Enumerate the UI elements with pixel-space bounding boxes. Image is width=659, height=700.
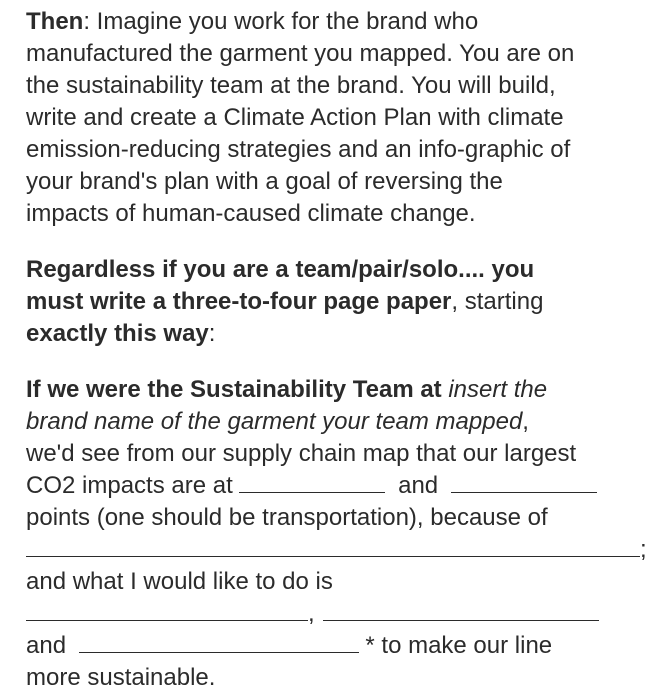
blank-impact-1 <box>239 470 385 493</box>
para2-line-1 <box>26 254 534 286</box>
para1-line-4: write and create a Climate Action Plan with climate <box>26 104 564 131</box>
para1-line-3: the sustainability team at the brand. You will build, <box>26 72 556 99</box>
text: insert the <box>448 376 548 403</box>
blank-action-2 <box>323 598 599 621</box>
para3-line-9 <box>26 630 552 662</box>
text: exactly this way <box>26 320 209 347</box>
text: , starting <box>451 288 544 315</box>
blank-action-3 <box>79 630 359 653</box>
para3-line-3: we'd see from our supply chain map that our largest <box>26 440 577 467</box>
para2-line-2 <box>26 286 543 318</box>
text: and <box>26 632 73 659</box>
para3-line-10: more sustainable. <box>26 664 216 691</box>
para3-line-1 <box>26 374 547 406</box>
text: must write a three-to-four page paper <box>26 288 452 315</box>
para3-line-8 <box>26 598 599 630</box>
text: ; <box>640 536 647 563</box>
text: : <box>208 320 216 347</box>
para3-line-2 <box>26 406 529 438</box>
para1-line-1 <box>26 6 478 38</box>
text: , <box>522 408 529 435</box>
para3-line-7: and what I would like to do is <box>26 568 333 595</box>
para1-line-6: your brand's plan with a goal of reversing the <box>26 168 503 195</box>
text: and <box>391 472 445 499</box>
then-label: Then <box>26 8 84 35</box>
text: * to make our line <box>358 632 553 659</box>
text: brand name of the garment your team mapped <box>26 408 523 435</box>
text: : Imagine you work for the brand who <box>83 8 479 35</box>
blank-impact-2 <box>451 470 597 493</box>
para1-line-5: emission-reducing strategies and an info-graphic of <box>26 136 571 163</box>
text: , <box>308 600 315 627</box>
para3-line-4 <box>26 470 597 502</box>
para1-line-2: manufactured the garment you mapped. You are on <box>26 40 575 67</box>
text: Regardless if you are a team/pair/solo.... you <box>26 256 535 283</box>
para2-line-3 <box>26 318 215 350</box>
para1-line-7: impacts of human-caused climate change. <box>26 200 476 227</box>
para3-line-6 <box>26 534 647 566</box>
para3-line-5: points (one should be transportation), because of <box>26 504 548 531</box>
text: If we were the Sustainability Team at <box>26 376 449 403</box>
text: CO2 impacts are at <box>26 472 240 499</box>
blank-action-1 <box>26 598 308 621</box>
blank-because <box>26 534 640 557</box>
